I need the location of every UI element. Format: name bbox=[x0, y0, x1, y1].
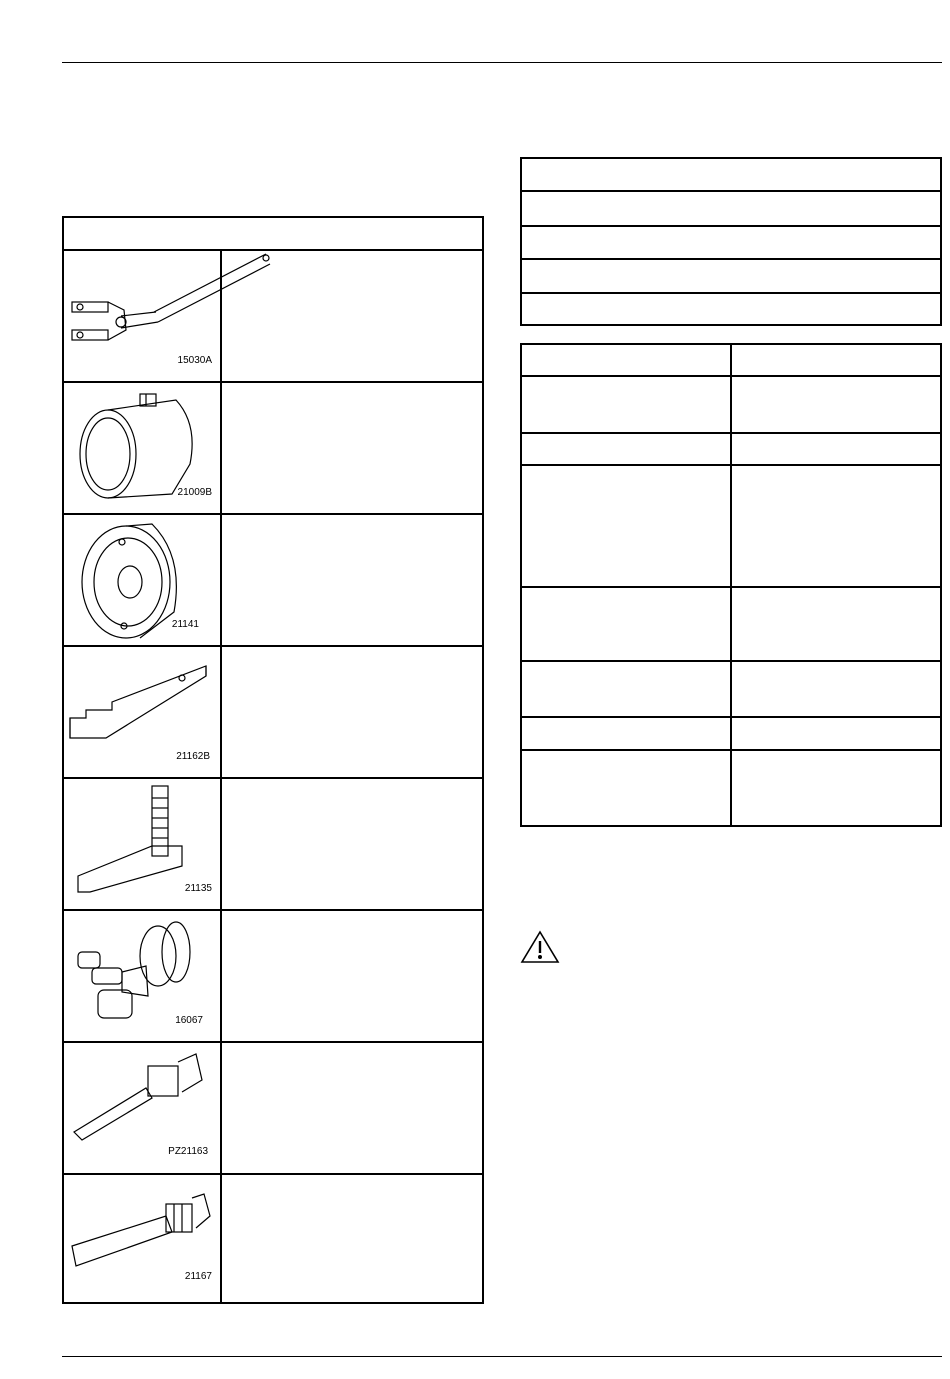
spec-header-divider bbox=[522, 190, 940, 192]
spec-row-divider bbox=[522, 292, 940, 294]
torque-table bbox=[520, 343, 942, 827]
tools-column-divider bbox=[220, 250, 222, 1302]
torque-row-divider bbox=[522, 375, 940, 377]
specifications-table bbox=[520, 157, 942, 326]
tool-row-divider bbox=[64, 381, 482, 383]
tool-id-label: 21141 bbox=[171, 619, 199, 630]
tool-row-divider bbox=[64, 513, 482, 515]
torque-row-divider bbox=[522, 716, 940, 718]
tool-id-label: 15030A bbox=[177, 355, 212, 366]
torque-row-divider bbox=[522, 586, 940, 588]
tool-row-divider bbox=[64, 909, 482, 911]
warning-triangle-icon bbox=[520, 930, 560, 966]
spec-row-divider bbox=[522, 225, 940, 227]
torque-column-divider bbox=[730, 345, 732, 825]
tool-id-label: PZ21163 bbox=[168, 1146, 208, 1157]
spec-row-divider bbox=[522, 258, 940, 260]
torque-row-divider bbox=[522, 749, 940, 751]
tool-row-divider bbox=[64, 1173, 482, 1175]
footer-rule bbox=[62, 1356, 942, 1357]
socket-extension-icon bbox=[66, 1176, 216, 1304]
tool-id-label: 21162B bbox=[176, 751, 210, 762]
torque-row-divider bbox=[522, 464, 940, 466]
tool-id-label: 21167 bbox=[184, 1271, 212, 1282]
tool-id-label: 21135 bbox=[184, 883, 212, 894]
tool-row-divider bbox=[64, 1041, 482, 1043]
tool-row-divider bbox=[64, 777, 482, 779]
tool-id-label: 21009B bbox=[177, 487, 212, 498]
header-rule bbox=[62, 62, 942, 63]
torque-row-divider bbox=[522, 660, 940, 662]
tool-id-label: 16067 bbox=[175, 1015, 203, 1026]
torque-row-divider bbox=[522, 432, 940, 434]
tool-row-divider bbox=[64, 645, 482, 647]
